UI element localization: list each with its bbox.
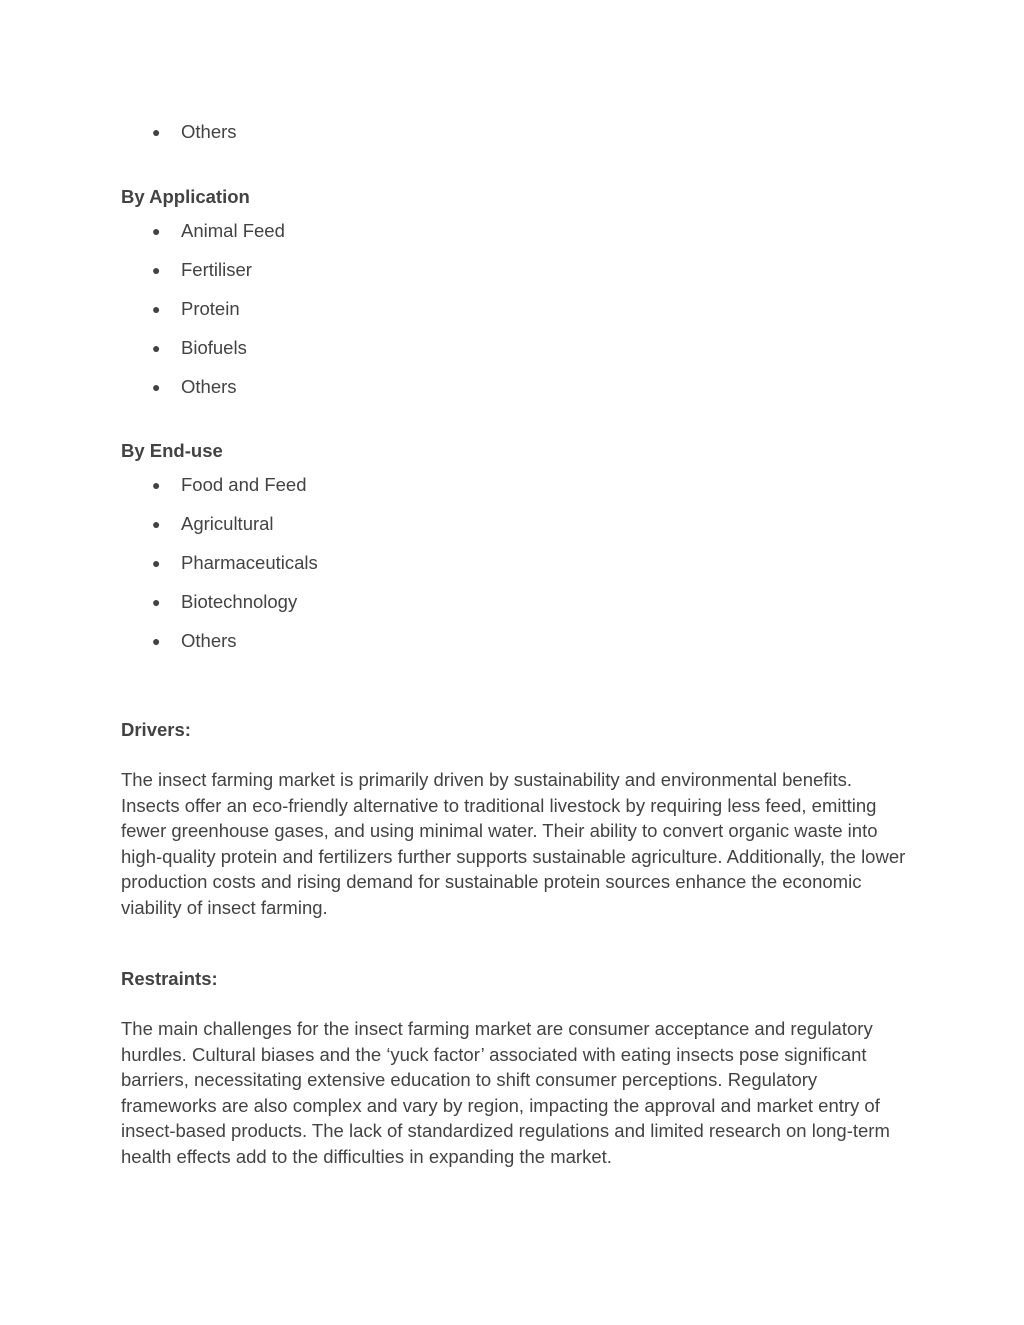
drivers-section	[121, 719, 911, 920]
bullet-icon: ●	[152, 633, 161, 649]
by-application-heading: By Application	[121, 186, 250, 207]
restraints-heading: Restraints:	[121, 968, 218, 989]
by-end-use-section	[121, 440, 911, 652]
list-item	[121, 474, 911, 496]
by-application-section	[121, 186, 911, 398]
bullet-icon: ●	[152, 477, 161, 493]
bullet-icon: ●	[152, 594, 161, 610]
bullet-icon: ●	[152, 516, 161, 532]
bullet-icon: ●	[152, 340, 161, 356]
drivers-paragraph: The insect farming market is primarily driven by sustainability and environmental benefits. Insects offer an eco-friendly alternative to traditional livestock by requiring less feed, emitting fewer greenhouse gases, and using minimal water. Their ability to convert organic waste into high-quality protein and fertilizers further supports sustainable agriculture. Additionally, the lower production costs and rising demand for sustainable protein sources enhance the economic viability of insect farming.	[121, 769, 906, 918]
by-application-list	[121, 220, 911, 398]
list-item	[121, 220, 911, 242]
restraints-paragraph: The main challenges for the insect farming market are consumer acceptance and regulatory hurdles. Cultural biases and the ‘yuck factor’ associated with eating insects pose significant barriers, necessitating extensive education to shift consumer perceptions. Regulatory frameworks are also complex and vary by region, impacting the approval and market entry of insect-based products. The lack of standardized regulations and limited research on long-term health effects add to the difficulties in expanding the market.	[121, 1018, 890, 1167]
by-end-use-heading: By End-use	[121, 440, 223, 461]
list-item-text: Agricultural	[181, 513, 274, 534]
intro-list-block	[121, 121, 911, 143]
list-item	[121, 513, 911, 535]
list-item-text: Biofuels	[181, 337, 247, 358]
list-item-text: Others	[181, 630, 237, 651]
list-item-text: Others	[181, 121, 237, 142]
list-item	[121, 376, 911, 398]
intro-list	[121, 121, 911, 143]
bullet-icon: ●	[152, 262, 161, 278]
list-item	[121, 552, 911, 574]
list-item	[121, 121, 911, 143]
drivers-heading: Drivers:	[121, 719, 191, 740]
list-item-text: Animal Feed	[181, 220, 285, 241]
list-item-text: Fertiliser	[181, 259, 252, 280]
list-item-text: Food and Feed	[181, 474, 307, 495]
list-item-text: Protein	[181, 298, 240, 319]
list-item-text: Pharmaceuticals	[181, 552, 318, 573]
bullet-icon: ●	[152, 223, 161, 239]
list-item-text: Biotechnology	[181, 591, 298, 612]
list-item	[121, 259, 911, 281]
bullet-icon: ●	[152, 124, 161, 140]
restraints-section	[121, 968, 911, 1169]
list-item	[121, 337, 911, 359]
bullet-icon: ●	[152, 301, 161, 317]
bullet-icon: ●	[152, 379, 161, 395]
list-item	[121, 630, 911, 652]
list-item	[121, 298, 911, 320]
bullet-icon: ●	[152, 555, 161, 571]
list-item-text: Others	[181, 376, 237, 397]
list-item	[121, 591, 911, 613]
by-end-use-list	[121, 474, 911, 652]
